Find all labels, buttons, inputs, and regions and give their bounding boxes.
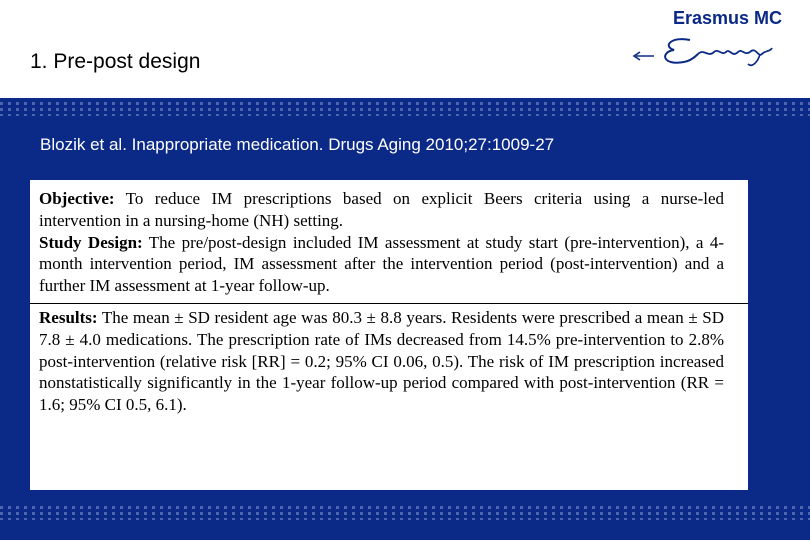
results-label: Results: (39, 307, 98, 327)
logo-name: Erasmus MC (672, 8, 782, 28)
design-label: Study Design: (39, 232, 143, 252)
objective-section (30, 180, 748, 232)
erasmus-signature-icon (632, 28, 782, 70)
abstract-excerpt (30, 180, 748, 490)
slide-header (0, 0, 810, 98)
dotted-divider-top (0, 102, 810, 116)
design-text: The pre/post-design included IM assessment at study start (pre-intervention), a 4-month intervention period, IM assessment after the intervention period (post-intervention) and a further IM assessment at 1-year follow-up. (39, 232, 724, 296)
results-section (30, 303, 748, 416)
dotted-divider-bottom (0, 506, 810, 520)
objective-label: Objective: (39, 189, 115, 208)
objective-text: To reduce IM prescriptions based on explicit Beers criteria using a nurse-led intervention in a nursing-home (NH) setting. (39, 189, 724, 230)
slide-title: 1. Pre-post design (30, 50, 201, 73)
erasmus-mc-logo (632, 8, 782, 70)
design-section (30, 232, 748, 297)
citation: Blozik et al. Inappropriate medication. Drugs Aging 2010;27:1009-27 (40, 135, 555, 154)
results-text: The mean ± SD resident age was 80.3 ± 8.8 years. Residents were prescribed a mean ± SD 7.8 ± 4.0 medications. The prescription rate of IMs decreased from 14.5% pre-intervention to 2.8% post-intervention (relative risk [RR] = 0.2; 95% CI 0.06, 0.5). The risk of IM prescription increased nonstatistically significantly in the 1-year follow-up period compared with post-intervention (RR = 1.6; 95% CI 0.5, 6.1). (39, 307, 724, 415)
